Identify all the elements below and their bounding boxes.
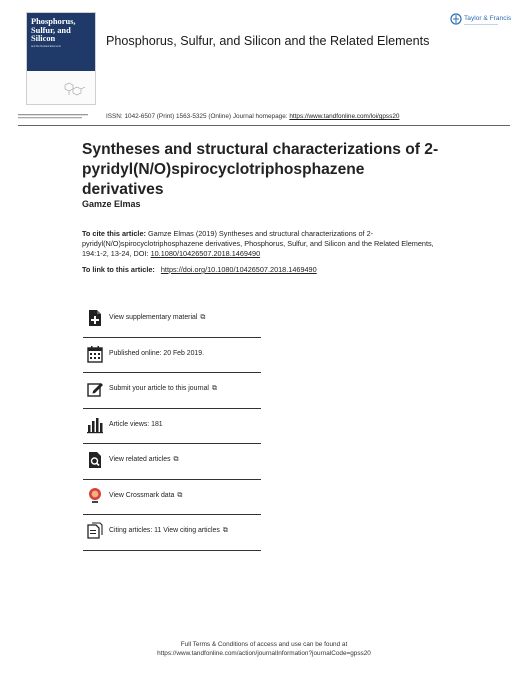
issn-line xyxy=(106,113,399,120)
submit-article-label: Submit your article to this journal xyxy=(109,385,209,392)
supplement-plus-icon xyxy=(87,309,103,327)
link-row-crossmark[interactable] xyxy=(83,480,261,516)
edit-submit-icon xyxy=(87,380,103,398)
external-link-icon: ⧉ xyxy=(211,385,217,392)
citing-articles-icon xyxy=(87,522,103,540)
link-row-submit[interactable] xyxy=(83,373,261,409)
publisher-name: Taylor & Francis xyxy=(464,15,512,22)
link-label: To link to this article: xyxy=(82,265,155,274)
external-link-icon: ⧉ xyxy=(173,456,179,463)
journal-name: Phosphorus, Sulfur, and Silicon and the Related Elements xyxy=(106,34,430,48)
link-row-published xyxy=(83,338,261,374)
crossmark-label: View Crossmark data xyxy=(109,491,175,499)
tf-leaf-icon xyxy=(450,13,462,27)
article-title: Syntheses and structural characterizations of 2-pyridyl(N/O)spirocyclotriphosphazene derivatives xyxy=(82,141,439,198)
related-search-icon xyxy=(87,451,103,469)
terms-line: Full Terms & Conditions of access and use can be found at xyxy=(180,641,348,648)
journal-homepage-link[interactable]: https://www.tandfonline.com/loi/gpss20 xyxy=(289,113,400,120)
cover-title-band xyxy=(27,13,95,71)
publisher-tagline xyxy=(464,23,504,27)
terms-footer xyxy=(0,640,528,658)
cover-title: Phosphorus, Sulfur, and Silicon xyxy=(31,17,76,44)
journal-cover-thumbnail xyxy=(26,12,96,105)
related-articles-label: View related articles xyxy=(109,456,171,463)
molecule-illustration-icon xyxy=(63,80,87,98)
bar-chart-icon xyxy=(87,416,103,434)
link-row-related[interactable] xyxy=(83,444,261,480)
article-link-line xyxy=(82,265,317,274)
citation-block xyxy=(82,229,454,260)
external-link-icon: ⧉ xyxy=(222,527,228,534)
link-row-views xyxy=(83,409,261,445)
cover-subtitle: and the Related Elements xyxy=(31,44,61,48)
doi-link[interactable]: 10.1080/10426507.2018.1469490 xyxy=(150,249,261,259)
header-divider xyxy=(18,125,510,126)
issn-text: ISSN: 1042-6507 (Print) 1563-5325 (Online) Journal homepage: xyxy=(106,113,288,120)
published-online-label: Published online: 20 Feb 2019. xyxy=(109,349,205,357)
cover-fine-print xyxy=(18,114,98,121)
link-row-citing[interactable] xyxy=(83,515,261,551)
external-link-icon: ⧉ xyxy=(200,314,206,321)
terms-url[interactable]: https://www.tandfonline.com/action/journalInformation?journalCode=gpss20 xyxy=(157,650,371,657)
crossmark-icon xyxy=(87,487,103,505)
link-row-supplementary[interactable] xyxy=(83,302,261,338)
citing-articles-label: Citing articles: 11 View citing articles xyxy=(109,527,220,534)
article-info-links xyxy=(83,302,261,551)
citation-label: To cite this article: xyxy=(82,229,146,238)
article-views-label: Article views: 181 xyxy=(109,420,163,428)
external-link-icon: ⧉ xyxy=(177,491,183,499)
publisher-logo[interactable] xyxy=(450,12,512,34)
calendar-icon xyxy=(87,345,103,363)
author-name: Gamze Elmas xyxy=(82,199,141,209)
supplementary-label: View supplementary material xyxy=(109,314,198,321)
citation-text: Gamze Elmas (2019) Syntheses and structural characterizations of 2-pyridyl(N/O)spirocyclotriphosphazene derivatives, Phosphorus, Sulfur, and Silicon and the Related Elements, 194:1-2, 13-24, DOI: xyxy=(82,229,434,259)
article-doi-url[interactable]: https://doi.org/10.1080/10426507.2018.1469490 xyxy=(160,265,317,274)
